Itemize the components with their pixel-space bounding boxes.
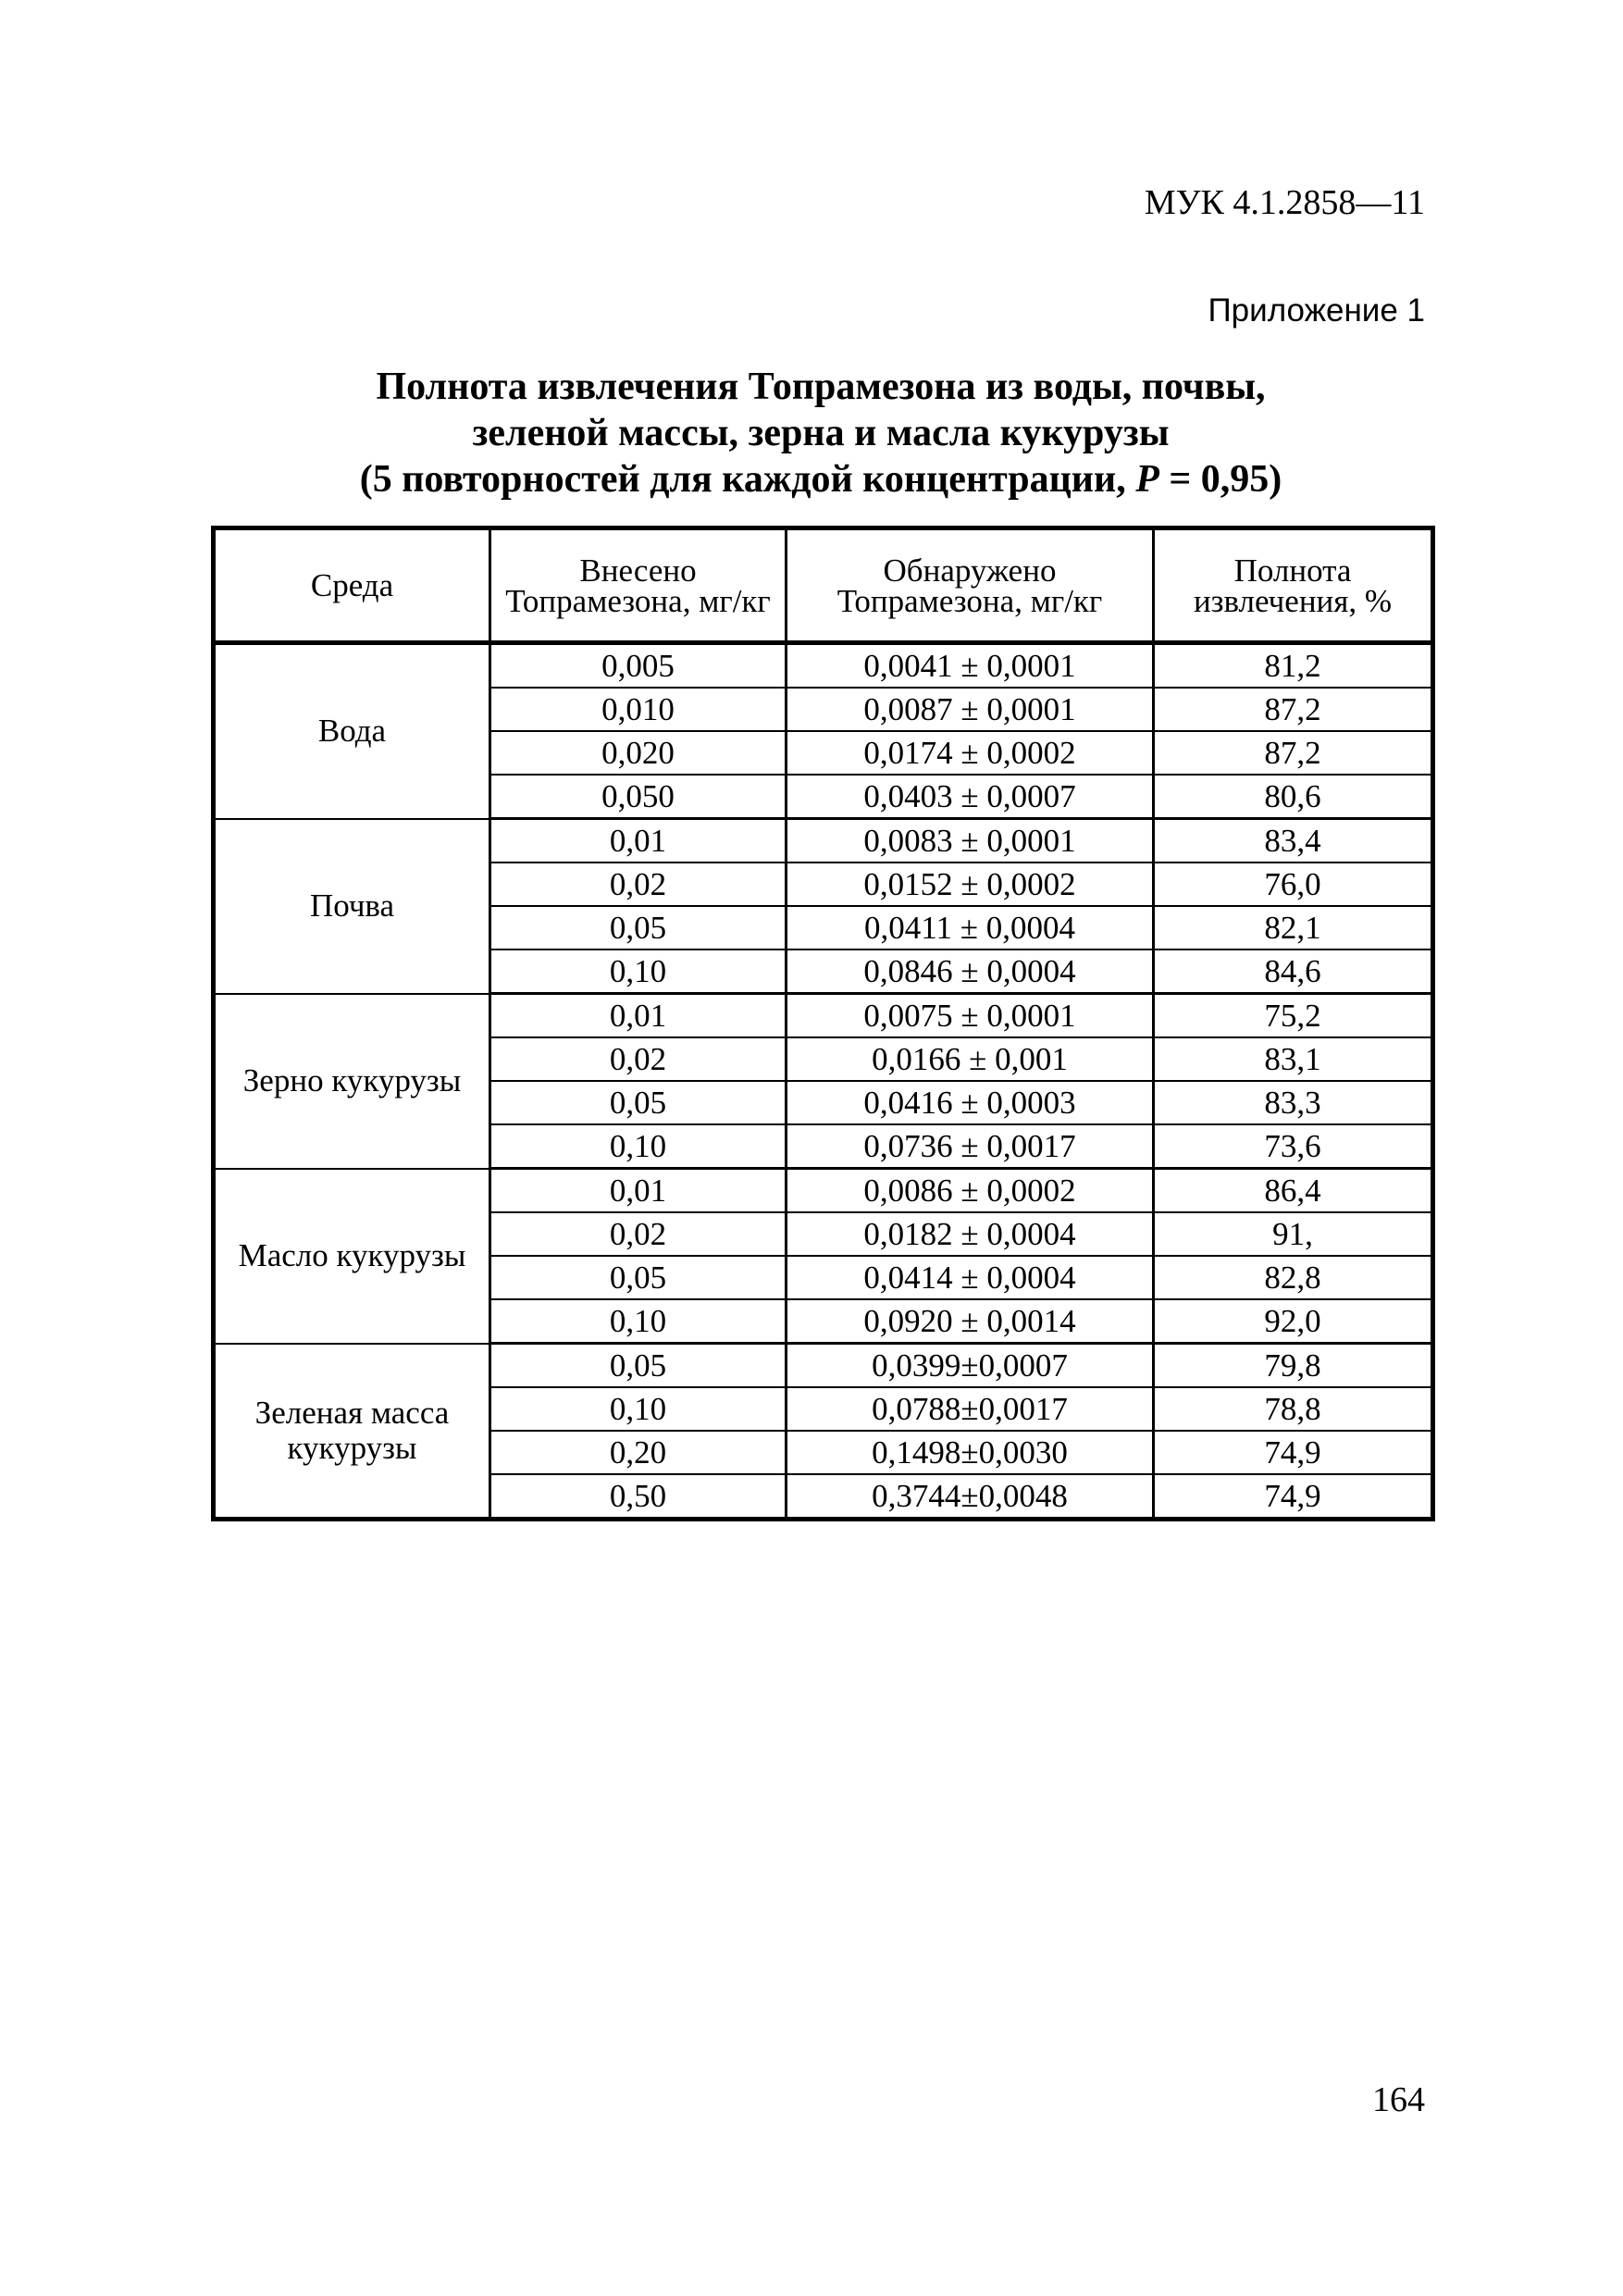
recovery-cell: 76,0 xyxy=(1154,863,1433,906)
added-cell: 0,02 xyxy=(490,1212,787,1256)
table-row xyxy=(214,1344,1433,1388)
recovery-cell: 74,9 xyxy=(1154,1431,1433,1474)
found-cell: 0,0846 ± 0,0004 xyxy=(787,949,1154,994)
found-cell: 0,0166 ± 0,001 xyxy=(787,1037,1154,1081)
title-line-2: зеленой массы, зерна и масла кукурузы xyxy=(472,412,1170,454)
title-line-1: Полнота извлечения Топрамезона из воды, почвы, xyxy=(376,366,1266,408)
found-cell: 0,0399±0,0007 xyxy=(787,1344,1154,1388)
title-line-3-prefix: (5 повторностей для каждой концентрации, xyxy=(359,458,1136,501)
added-cell: 0,10 xyxy=(490,1387,787,1431)
added-cell: 0,01 xyxy=(490,1169,787,1213)
recovery-cell: 86,4 xyxy=(1154,1169,1433,1213)
header-added: Внесено Топрамезона, мг/кг xyxy=(490,528,787,643)
added-cell: 0,02 xyxy=(490,863,787,906)
found-cell: 0,0086 ± 0,0002 xyxy=(787,1169,1154,1213)
found-cell: 0,0736 ± 0,0017 xyxy=(787,1124,1154,1169)
recovery-cell: 87,2 xyxy=(1154,731,1433,775)
recovery-table xyxy=(211,526,1435,1521)
added-cell: 0,50 xyxy=(490,1474,787,1520)
found-cell: 0,0411 ± 0,0004 xyxy=(787,906,1154,949)
table-title xyxy=(211,364,1431,503)
added-cell: 0,02 xyxy=(490,1037,787,1081)
table-body xyxy=(214,643,1433,1520)
added-cell: 0,01 xyxy=(490,819,787,863)
medium-cell: Почва xyxy=(214,819,490,994)
table-row xyxy=(214,819,1433,863)
added-cell: 0,05 xyxy=(490,1081,787,1124)
added-cell: 0,010 xyxy=(490,688,787,731)
recovery-cell: 83,1 xyxy=(1154,1037,1433,1081)
title-probability-variable: P xyxy=(1135,458,1159,501)
recovery-cell: 83,3 xyxy=(1154,1081,1433,1124)
recovery-cell: 92,0 xyxy=(1154,1299,1433,1344)
table-row xyxy=(214,643,1433,689)
recovery-cell: 82,1 xyxy=(1154,906,1433,949)
recovery-cell: 82,8 xyxy=(1154,1256,1433,1299)
header-medium: Среда xyxy=(214,528,490,643)
recovery-cell: 79,8 xyxy=(1154,1344,1433,1388)
table-header-row xyxy=(214,528,1433,643)
recovery-cell: 74,9 xyxy=(1154,1474,1433,1520)
added-cell: 0,01 xyxy=(490,994,787,1038)
found-cell: 0,0087 ± 0,0001 xyxy=(787,688,1154,731)
found-cell: 0,3744±0,0048 xyxy=(787,1474,1154,1520)
added-cell: 0,05 xyxy=(490,1256,787,1299)
document-code: МУК 4.1.2858—11 xyxy=(1144,183,1425,222)
added-cell: 0,050 xyxy=(490,775,787,819)
recovery-cell: 75,2 xyxy=(1154,994,1433,1038)
medium-cell: Зерно кукурузы xyxy=(214,994,490,1169)
title-line-3-suffix: = 0,95) xyxy=(1158,458,1282,501)
added-cell: 0,20 xyxy=(490,1431,787,1474)
page-number: 164 xyxy=(1372,2080,1425,2119)
title-line-3 xyxy=(211,456,1431,503)
added-cell: 0,05 xyxy=(490,1344,787,1388)
medium-cell: Зеленая масса кукурузы xyxy=(214,1344,490,1520)
added-cell: 0,05 xyxy=(490,906,787,949)
recovery-cell: 83,4 xyxy=(1154,819,1433,863)
added-cell: 0,10 xyxy=(490,1299,787,1344)
added-cell: 0,020 xyxy=(490,731,787,775)
found-cell: 0,0083 ± 0,0001 xyxy=(787,819,1154,863)
recovery-cell: 81,2 xyxy=(1154,643,1433,689)
recovery-cell: 73,6 xyxy=(1154,1124,1433,1169)
recovery-cell: 87,2 xyxy=(1154,688,1433,731)
found-cell: 0,0788±0,0017 xyxy=(787,1387,1154,1431)
header-recovery: Полнота извлечения, % xyxy=(1154,528,1433,643)
found-cell: 0,0403 ± 0,0007 xyxy=(787,775,1154,819)
medium-cell: Масло кукурузы xyxy=(214,1169,490,1344)
medium-cell: Вода xyxy=(214,643,490,819)
recovery-cell: 78,8 xyxy=(1154,1387,1433,1431)
appendix-label: Приложение 1 xyxy=(1208,292,1425,329)
added-cell: 0,005 xyxy=(490,643,787,689)
found-cell: 0,0075 ± 0,0001 xyxy=(787,994,1154,1038)
table-row xyxy=(214,994,1433,1038)
table-row xyxy=(214,1169,1433,1213)
found-cell: 0,0182 ± 0,0004 xyxy=(787,1212,1154,1256)
recovery-cell: 80,6 xyxy=(1154,775,1433,819)
found-cell: 0,0920 ± 0,0014 xyxy=(787,1299,1154,1344)
recovery-cell: 84,6 xyxy=(1154,949,1433,994)
found-cell: 0,0414 ± 0,0004 xyxy=(787,1256,1154,1299)
added-cell: 0,10 xyxy=(490,1124,787,1169)
recovery-cell: 91, xyxy=(1154,1212,1433,1256)
header-found: Обнаружено Топрамезона, мг/кг xyxy=(787,528,1154,643)
added-cell: 0,10 xyxy=(490,949,787,994)
found-cell: 0,0416 ± 0,0003 xyxy=(787,1081,1154,1124)
found-cell: 0,1498±0,0030 xyxy=(787,1431,1154,1474)
found-cell: 0,0152 ± 0,0002 xyxy=(787,863,1154,906)
found-cell: 0,0041 ± 0,0001 xyxy=(787,643,1154,689)
found-cell: 0,0174 ± 0,0002 xyxy=(787,731,1154,775)
